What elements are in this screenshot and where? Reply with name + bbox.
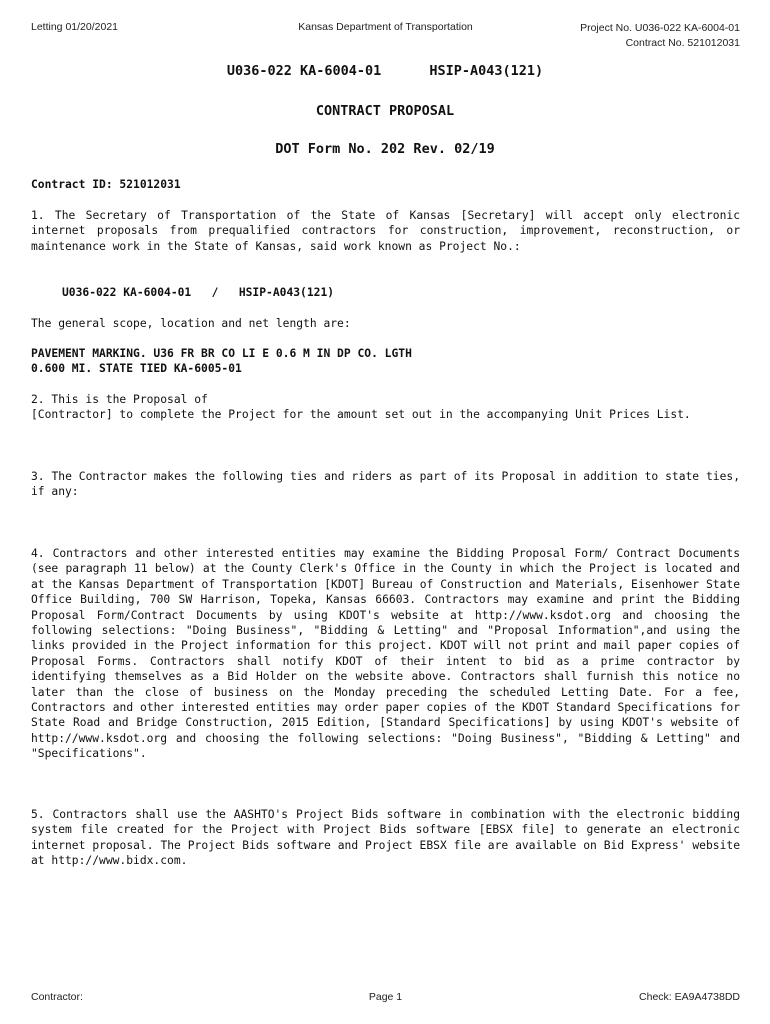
- header-project-info: [580, 21, 740, 51]
- page-footer: [31, 991, 740, 1005]
- project-title-a: U036-022 KA-6004-01: [226, 63, 382, 79]
- paragraph-5: 5. Contractors shall use the AASHTO's Project Bids software in combination with the electronic bidding system file created for the Project with Project Bids software [EBSX file] to generate an electronic internet proposal. The Project Bids software and Project EBSX file are available on Bid Express' website at http://www.bidx.com.: [31, 808, 740, 868]
- paragraph-4: 4. Contractors and other interested entities may examine the Bidding Proposal Form/ Contract Documents (see paragraph 11 below) at the County Clerk's Office in the County in which the Project is located and at the Kansas Department of Transportation [KDOT] Bureau of Construction and Materials, Eisenhower State Office Building, 700 SW Harrison, Topeka, Kansas 66603. Contractors may examine and print the Bidding Proposal Form/Contract Documents by using KDOT's website at http://www.ksdot.org and choosing the following selections: "Doing Business", "Bidding & Letting" and "Proposal Information",and using the links provided in the Project information for this project. KDOT will not print and mail paper copies of Proposal Forms. Contractors shall notify KDOT of their intent to bid as a prime contractor by identifying themselves as a Bid Holder on the website above. Contractors shall furnish this notice no later than the close of business on the Monday preceding the scheduled Letting Date. For a fee, Contractors and other interested entities may order paper copies of the KDOT Standard Specifications for State Road and Bridge Construction, 2015 Edition, [Standard Specifications] by using KDOT's website of http://www.ksdot.org and choosing the following selections: "Doing Business", "Bidding & Letting" and "Specifications".: [31, 547, 740, 761]
- paragraph-2: [31, 392, 740, 423]
- scope-label: The general scope, location and net length are:: [31, 317, 351, 330]
- scope-line-1: PAVEMENT MARKING. U36 FR BR CO LI E 0.6 M IN DP CO. LGTH: [31, 347, 412, 360]
- project-title-b: HSIP-A043(121): [429, 63, 544, 79]
- agency-name: Kansas Department of Transportation: [298, 21, 473, 33]
- proposal-title: CONTRACT PROPOSAL: [315, 103, 455, 119]
- paragraph-2-line-2: [Contractor] to complete the Project for the amount set out in the accompanying Unit Prices List.: [31, 408, 691, 422]
- contract-id: Contract ID: 521012031: [31, 178, 181, 191]
- check-code: Check: EA9A4738DD: [639, 991, 740, 1003]
- header-contract-no: Contract No. 521012031: [625, 37, 740, 49]
- page-header: [31, 21, 740, 51]
- paragraph-1: 1. The Secretary of Transportation of the State of Kansas [Secretary] will accept only electronic internet proposals from prequalified contractors for construction, improvement, reconstruction, or maintenance work in the State of Kansas, said work known as Project No.:: [31, 209, 740, 253]
- form-title: DOT Form No. 202 Rev. 02/19: [275, 141, 495, 157]
- scope-line-2: 0.600 MI. STATE TIED KA-6005-01: [31, 362, 242, 376]
- scope-description: [31, 346, 740, 377]
- project-title: [30, 63, 740, 79]
- paragraph-3: 3. The Contractor makes the following ties and riders as part of its Proposal in addition to state ties, if any:: [31, 470, 740, 499]
- paragraph-2-line-1: 2. This is the Proposal of: [31, 393, 208, 406]
- page-number: Page 1: [368, 991, 403, 1003]
- header-project-no: Project No. U036-022 KA-6004-01: [580, 22, 740, 34]
- project-number-line: U036-022 KA-6004-01 / HSIP-A043(121): [62, 286, 335, 299]
- letting-date: Letting 01/20/2021: [31, 21, 118, 33]
- contractor-label: Contractor:: [31, 991, 83, 1003]
